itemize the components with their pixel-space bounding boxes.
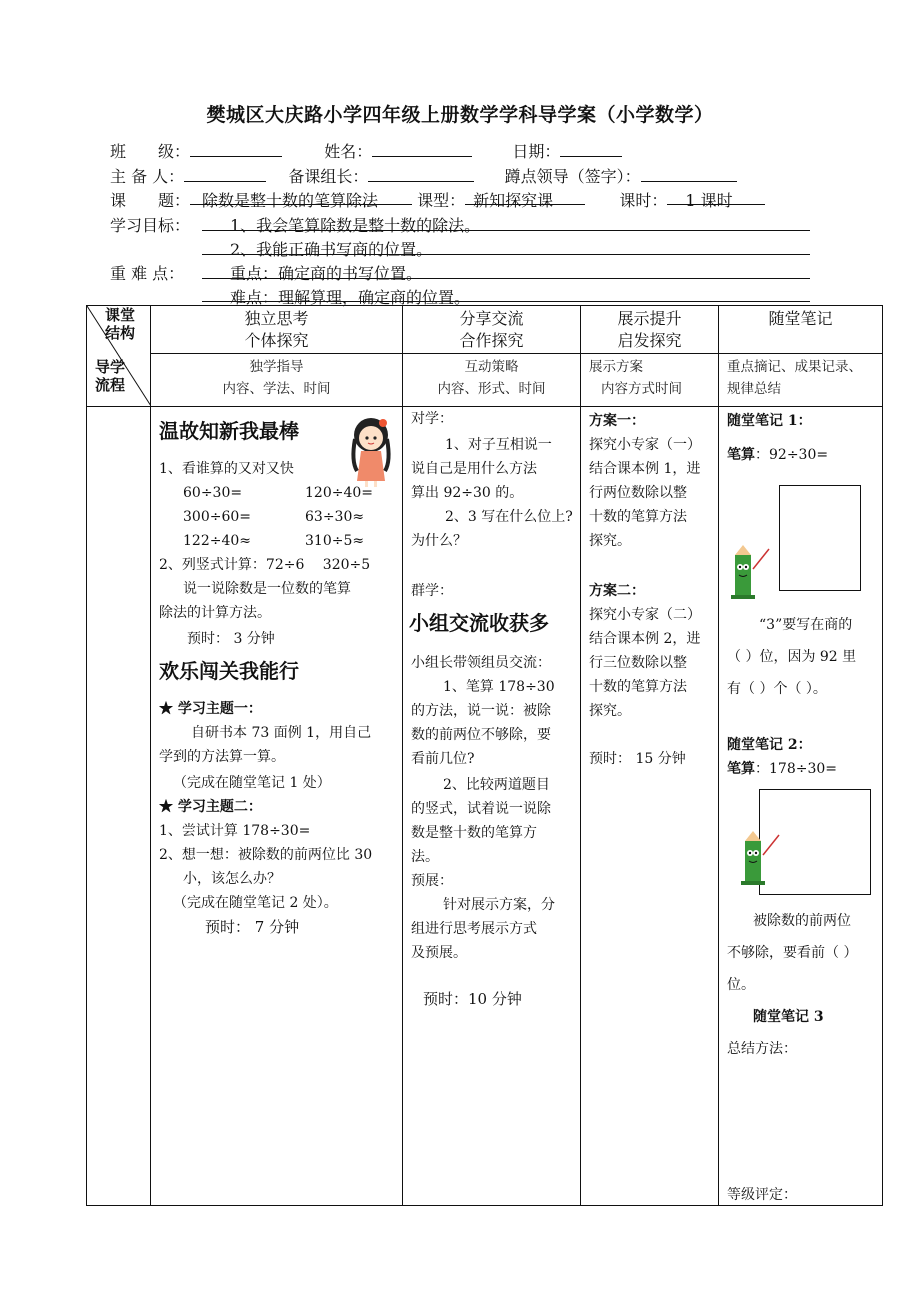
lesson-type-value: 新知探究课 [465,188,585,205]
heading-challenge: 欢乐闯关我能行 [159,659,299,683]
pair-l2: 说自己是用什么方法 [411,461,537,477]
summary-label: 总结方法： [727,1041,797,1057]
pre-l2: 组进行思考展示方式 [411,921,537,937]
calc-3: 63÷30≈ [305,509,365,525]
name-field[interactable] [372,139,472,157]
plan2-label: 方案二： [589,583,645,599]
col3-time: 预时： 15 分钟 [589,751,686,767]
group-leader-label: 备课组长： [288,167,369,186]
page-title: 樊城区大庆路小学四年级上册数学学科导学案（小学数学） [206,104,714,126]
meta-row-1 [110,139,622,162]
theme2-l2: 2、想一想：被除数的前两位比 30 [159,847,373,863]
note1-calc: 笔算：92÷30= [727,447,829,463]
calc-2: 300÷60= [183,509,251,525]
group-l8: 法。 [411,849,439,865]
plan1-label: 方案一： [589,413,645,429]
theme2-l4: （完成在随堂笔记 2 处）。 [173,895,338,911]
pair-l1: 1、对子互相说一 [445,437,552,453]
girl-illustration [347,411,395,489]
theme1-l3: （完成在随堂笔记 1 处） [173,775,331,791]
plan1-l1: 探究小专家（一） [589,437,701,453]
meta-row-3 [110,188,765,211]
pair-l3: 算出 92÷30 的。 [411,485,524,501]
theme1: ★ 学习主题一： [159,701,262,717]
plan2-l1: 探究小专家（二） [589,607,701,623]
note1-label: 随堂笔记 1： [727,413,812,429]
time-1: 预时： 3 分钟 [187,631,275,647]
note2-label: 随堂笔记 2： [727,737,812,753]
supervisor-label: 蹲点领导（签字）： [504,167,641,186]
lesson-type-label: 课型： [417,191,466,210]
theme1-l2: 学到的方法算一算。 [159,749,285,765]
pencil-teacher-icon-2 [735,831,783,891]
preparer-label: 主 备 人： [110,167,185,186]
plan2-l3: 行三位数除以整 [589,655,687,671]
corner-top: 课堂 结构 [105,306,136,342]
grade-label: 等级评定： [727,1187,797,1203]
plan2-l5: 探究。 [589,703,631,719]
lesson-table [86,305,883,1206]
keypoints-label: 重 难 点： [110,264,185,283]
name-label: 姓名： [324,142,373,161]
pair-label: 对学： [411,411,453,427]
col2-sub: 互动策略 内容、形式、时间 [403,354,581,407]
calc-5: 310÷5≈ [305,533,365,549]
goals-label: 学习目标： [110,216,191,235]
col3-content [581,407,719,1206]
plan2-l2: 结合课本例 2，进 [589,631,701,647]
difficult-point-underline [202,301,810,302]
col4-sub: 重点摘记、成果记录、 规律总结 [719,354,883,407]
note3-label: 随堂笔记 3 [753,1009,824,1025]
calc-0: 60÷30= [183,485,243,501]
plan1-l2: 结合课本例 1，进 [589,461,701,477]
plan2-l4: 十数的笔算方法 [589,679,687,695]
theme2: ★ 学习主题二： [159,799,262,815]
difficult-point: 难点：理解算理，确定商的位置。 [230,288,471,307]
group-label: 群学： [411,583,453,599]
calc-1: 120÷40= [305,485,373,501]
key-point: 重点：确定商的书写位置。 [230,264,423,283]
col4-header: 随堂笔记 [719,306,883,354]
pre-l1: 针对展示方案，分 [443,897,555,913]
class-field[interactable] [190,139,282,157]
time-2: 预时： 7 分钟 [205,918,300,936]
group-l3: 数的前两位不够除，要 [411,727,551,743]
theme2-l1: 1、尝试计算 178÷30= [159,823,311,839]
note2-l3: 位。 [727,977,755,993]
heading-group: 小组交流收获多 [409,611,549,635]
group-l6: 的竖式，试着说一说除 [411,801,551,817]
calc-4: 122÷40≈ [183,533,251,549]
plan1-l5: 探究。 [589,533,631,549]
pre-l3: 及预展。 [411,945,467,961]
supervisor-field[interactable] [641,164,737,182]
theme1-l1: 自研书本 73 面例 1，用自己 [191,725,372,741]
note2-l2: 不够除，要看前（ ） [727,945,858,961]
pencil-teacher-icon [725,545,773,605]
corner-bottom: 导学 流程 [95,358,126,394]
note1-l2: （ ）位，因为 92 里 [727,649,857,665]
group-l4: 看前几位? [411,751,475,767]
note2-calc: 笔算：178÷30= [727,761,837,777]
plan1-l3: 行两位数除以整 [589,485,687,501]
period-value: 1 课时 [667,188,765,205]
plan1-l4: 十数的笔算方法 [589,509,687,525]
meta-row-2 [110,164,737,187]
col2-time: 预时：10 分钟 [423,990,522,1008]
col4-content [719,407,883,1206]
heading-review: 温故知新我最棒 [159,419,299,443]
q2-desc1: 说一说除数是一位数的笔算 [183,581,351,597]
group-leader-field[interactable] [368,164,474,182]
q1: 1、看谁算的又对又快 [159,461,294,477]
preparer-field[interactable] [184,164,266,182]
group-l7: 数是整十数的笔算方 [411,825,537,841]
col2-content [403,407,581,1206]
note2-l1: 被除数的前两位 [753,913,851,929]
group-l0: 小组长带领组员交流： [411,655,551,671]
theme2-l3: 小，该怎么办？ [183,871,281,887]
workspace-box-1[interactable] [779,485,861,591]
note1-l3: 有（ ）个（ ）。 [727,681,827,697]
col3-sub: 展示方案 内容方式时间 [581,354,719,407]
corner-cell [87,306,151,407]
goal-1: 1、我会笔算除数是整十数的除法。 [230,216,481,235]
key-point-underline [202,278,810,279]
group-l5: 2、比较两道题目 [443,777,550,793]
date-field[interactable] [560,139,622,157]
q2-desc2: 除法的计算方法。 [159,605,271,621]
period-label: 课时： [619,191,668,210]
col1-sub: 独学指导 内容、学法、时间 [151,354,403,407]
goal-2: 2、我能正确书写商的位置。 [230,240,433,259]
note1-l1: “3”要写在商的 [759,617,853,633]
col1-content [151,407,403,1206]
col3-header: 展示提升 启发探究 [581,306,719,354]
goal-2-underline [202,254,810,255]
col2-header: 分享交流 合作探究 [403,306,581,354]
group-l2: 的方法，说一说：被除 [411,703,551,719]
goal-1-underline [202,230,810,231]
date-label: 日期： [512,142,561,161]
q2: 2、列竖式计算：72÷6 320÷5 [159,557,371,573]
flow-cell [87,407,151,1206]
pair-l5: 为什么？ [411,533,467,549]
class-label: 班 级： [110,142,191,161]
pair-l4: 2、3 写在什么位上? [445,509,573,525]
topic-label: 课 题： [110,191,191,210]
topic-value: 除数是整十数的笔算除法 [190,188,412,205]
col1-header: 独立思考 个体探究 [151,306,403,354]
group-l1: 1、笔算 178÷30 [443,679,555,695]
pre-label: 预展： [411,873,453,889]
